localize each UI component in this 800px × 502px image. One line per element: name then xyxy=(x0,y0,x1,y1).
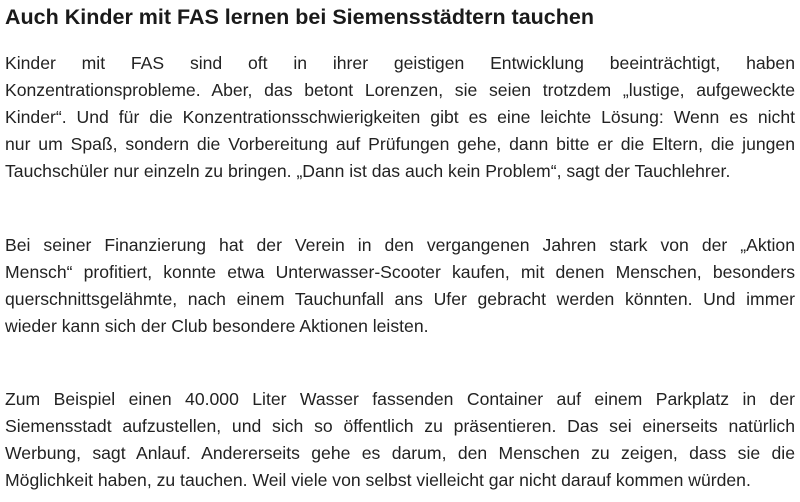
paragraph-line: Mensch“ profitiert, konnte etwa Unterwasser-Scooter kaufen, mit denen Menschen, besonders xyxy=(5,262,795,282)
paragraph-line: Möglichkeit haben, zu tauchen. Weil viele von selbst vielleicht gar nicht darauf kommen würden. xyxy=(5,470,751,490)
article-paragraph-1 xyxy=(5,50,795,185)
article-paragraph-2 xyxy=(5,232,795,340)
paragraph-line: nur um Spaß, sondern die Vorbereitung auf Prüfungen gehe, dann bitte er die Eltern, die jungen xyxy=(5,134,795,154)
article-paragraph-3 xyxy=(5,386,795,494)
paragraph-line: Bei seiner Finanzierung hat der Verein in den vergangenen Jahren stark von der „Aktion xyxy=(5,235,795,255)
paragraph-line: Konzentrationsprobleme. Aber, das betont Lorenzen, sie seien trotzdem „lustige, aufgeweckte xyxy=(5,80,795,100)
paragraph-line: Siemensstadt aufzustellen, und sich so öffentlich zu präsentieren. Das sei einerseits natürlich xyxy=(5,416,795,436)
paragraph-line: wieder kann sich der Club besondere Aktionen leisten. xyxy=(5,316,429,336)
paragraph-line: Tauchschüler nur einzeln zu bringen. „Dann ist das auch kein Problem“, sagt der Tauchlehrer. xyxy=(5,161,731,181)
paragraph-line: Werbung, sagt Anlauf. Andererseits gehe es darum, den Menschen zu zeigen, dass sie die xyxy=(5,443,795,463)
paragraph-line: querschnittsgelähmte, nach einem Tauchunfall ans Ufer gebracht werden könnten. Und immer xyxy=(5,289,795,309)
paragraph-line: Kinder“. Und für die Konzentrationsschwierigkeiten gibt es eine leichte Lösung: Wenn es nicht xyxy=(5,107,795,127)
paragraph-line: Kinder mit FAS sind oft in ihrer geistigen Entwicklung beeinträchtigt, haben xyxy=(5,53,795,73)
paragraph-line: Zum Beispiel einen 40.000 Liter Wasser fassenden Container auf einem Parkplatz in der xyxy=(5,389,795,409)
article-headline: Auch Kinder mit FAS lernen bei Siemensstädtern tauchen xyxy=(5,5,594,29)
